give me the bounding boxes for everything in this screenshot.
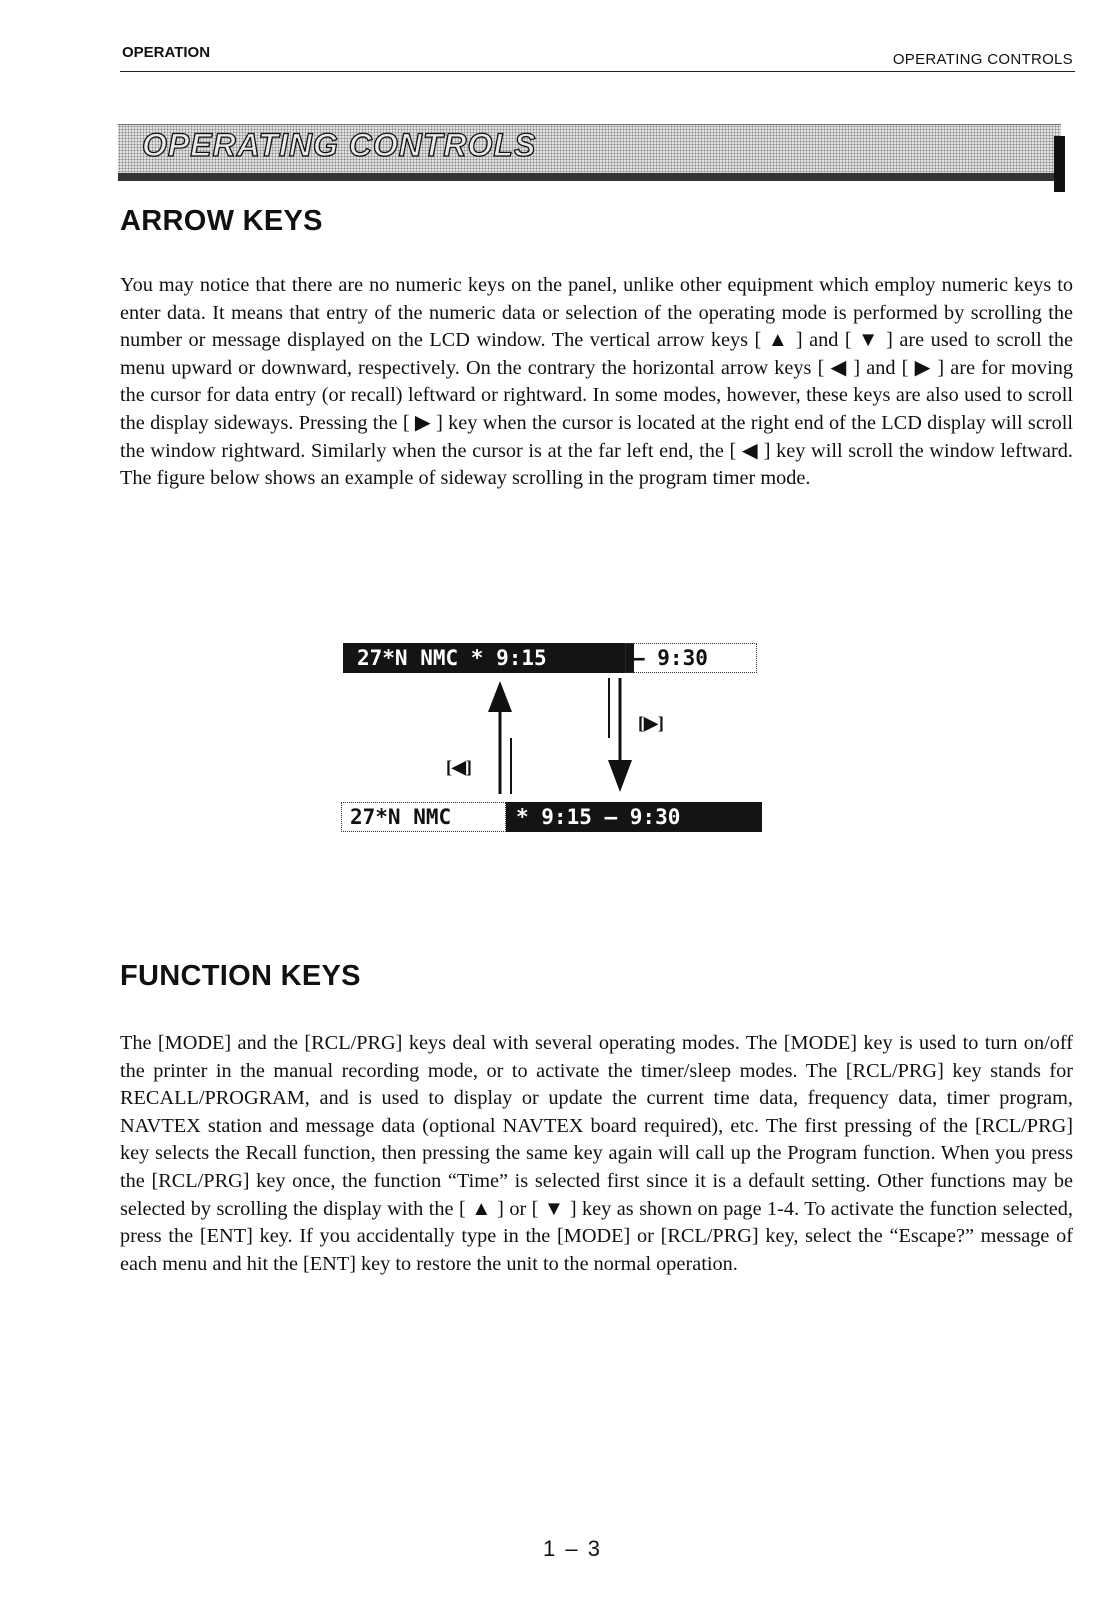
- title-banner-end-bar: [1054, 136, 1065, 192]
- function-keys-heading: FUNCTION KEYS: [120, 960, 361, 992]
- down-arrow-icon: [600, 676, 640, 796]
- header-section-label: OPERATION: [122, 44, 211, 61]
- left-key-label: [◀]: [446, 757, 472, 777]
- lcd-top-hidden: – 9:30: [625, 643, 757, 673]
- function-keys-paragraph: The [MODE] and the [RCL/PRG] keys deal with several operating modes. The [MODE] key is used to turn on/off the printer in the manual recording mode, or to activate the timer/sleep modes. The [RCL/PRG] key stands for RECALL/PROGRAM, and is used to display or update the current time data, frequency data, timer program, NAVTEX station and message data (optional NAVTEX board required), etc. The first pressing of the [RCL/PRG] key selects the Recall function, then pressing the same key again will call up the Program function. When you press the [RCL/PRG] key once, the function “Time” is selected first since it is a default setting. Other functions may be selected by scrolling the display with the [ ▲ ] or [ ▼ ] key as shown on page 1-4. To activate the function selected, press the [ENT] key. If you accidentally type in the [MODE] or [RCL/PRG] key, select the “Escape?” message of each menu and hit the [ENT] key to restore the unit to the normal operation.: [120, 1032, 1073, 1275]
- lcd-bottom-hidden: 27*N NMC: [341, 802, 506, 832]
- lcd-bottom-visible: * 9:15 – 9:30: [506, 802, 762, 832]
- header-rule: [120, 71, 1075, 72]
- page-title: OPERATING CONTROLS: [142, 127, 537, 163]
- arrow-keys-heading: ARROW KEYS: [120, 205, 323, 237]
- lcd-top-visible: 27*N NMC * 9:15: [343, 643, 634, 673]
- header-chapter-label: OPERATING CONTROLS: [892, 51, 1073, 68]
- page-number: 1 – 3: [543, 1536, 602, 1561]
- up-arrow-icon: [480, 676, 520, 796]
- right-key-label: [▶]: [638, 713, 664, 733]
- arrow-keys-paragraph: You may notice that there are no numeric keys on the panel, unlike other equipment which employ numeric keys to enter data. It means that entry of the numeric data or selection of the operating mode is performed by scrolling the number or message displayed on the LCD window. The vertical arrow keys [ ▲ ] and [ ▼ ] are used to scroll the menu upward or downward, respectively. On the contrary the horizontal arrow keys [ ◀ ] and [ ▶ ] are for moving the cursor for data entry (or recall) leftward or rightward. In some modes, however, these keys are also used to scroll the display sideways. Pressing the [ ▶ ] key when the cursor is located at the right end of the LCD display will scroll the window rightward. Similarly when the cursor is at the far left end, the [ ◀ ] key will scroll the window leftward. The figure below shows an example of sideway scrolling in the program timer mode.: [120, 274, 1073, 490]
